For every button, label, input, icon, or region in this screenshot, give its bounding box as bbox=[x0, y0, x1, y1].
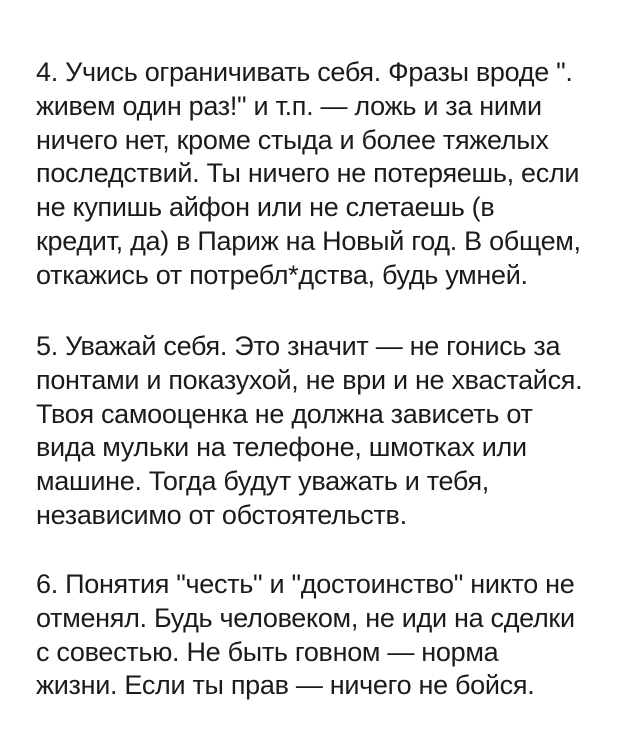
paragraph-6 bbox=[36, 568, 636, 703]
text-line: 5. Уважай себя. Это значит — не гонись за bbox=[36, 331, 561, 361]
text-line: машине. Тогда будут уважать и тебя, bbox=[36, 466, 489, 497]
text-line: жизни. Если ты прав — ничего не бойся. bbox=[36, 670, 535, 701]
text-line: ничего нет, кроме стыда и более тяжелых bbox=[36, 124, 549, 155]
text-line: 4. Учись ограничивать себя. Фразы вроде ". bbox=[36, 57, 573, 87]
text-line: живем один раз!" и т.п. — ложь и за ними bbox=[36, 90, 542, 121]
paragraph-5 bbox=[36, 330, 636, 533]
text-line: откажись от потребл*дства, будь умней. bbox=[36, 259, 528, 290]
text-line: понтами и показухой, не ври и не хвастайся. bbox=[36, 364, 583, 395]
text-line: с совестью. Не быть говном — норма bbox=[36, 636, 499, 667]
text-line: не купишь айфон или не слетаешь (в bbox=[36, 192, 495, 223]
text-line: вида мульки на телефоне, шмотках или bbox=[36, 432, 527, 463]
text-line: отменял. Будь человеком, не иди на сделки bbox=[36, 602, 575, 633]
text-line: Твоя самооценка не должна зависеть от bbox=[36, 398, 533, 429]
text-line: кредит, да) в Париж на Новый год. В общем, bbox=[36, 225, 581, 256]
text-line: последствий. Ты ничего не потеряешь, если bbox=[36, 158, 580, 189]
paragraph-4 bbox=[36, 56, 636, 293]
text-line: 6. Понятия "честь" и "достоинство" никто не bbox=[36, 569, 575, 599]
text-line: независимо от обстоятельств. bbox=[36, 499, 407, 530]
